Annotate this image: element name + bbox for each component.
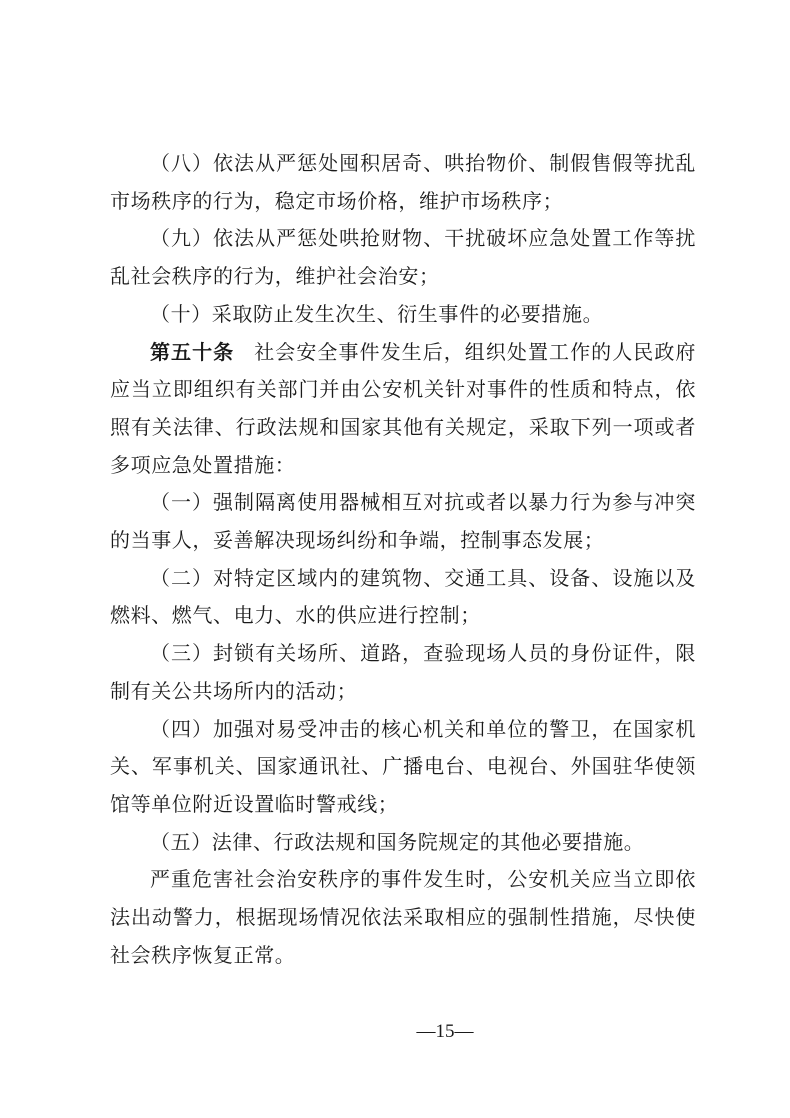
paragraph-measure-5: （五）法律、行政法规和国务院规定的其他必要措施。 [150, 829, 645, 854]
paragraph-measure-1: （一）强制隔离使用器械相互对抗或者以暴力行为参与冲突的当事人，妥善解决现场纠纷和争端，控制事态发展； [110, 490, 696, 553]
article-50-text: 社会安全事件发生后，组织处置工作的人民政府应当立即组织有关部门并由公安机关针对事件的性质和特点，依照有关法律、行政法规和国家其他有关规定，采取下列一项或者多项应急处置措施： [110, 339, 696, 477]
paragraph-item-9: （九）依法从严惩处哄抢财物、干扰破坏应急处置工作等扰乱社会秩序的行为，维护社会治安； [110, 226, 696, 289]
paragraph-measure-2: （二）对特定区域内的建筑物、交通工具、设备、设施以及燃料、燃气、电力、水的供应进行控制； [110, 565, 696, 628]
paragraph-measure-4: （四）加强对易受冲击的核心机关和单位的警卫，在国家机关、军事机关、国家通讯社、广播电台、电视台、外国驻华使领馆等单位附近设置临时警戒线； [110, 716, 696, 816]
paragraph-item-8: （八）依法从严惩处囤积居奇、哄抬物价、制假售假等扰乱市场秩序的行为，稳定市场价格，维护市场秩序； [110, 151, 696, 213]
paragraph-closing: 严重危害社会治安秩序的事件发生时，公安机关应当立即依法出动警力，根据现场情况依法采取相应的强制性措施，尽快使社会秩序恢复正常。 [110, 867, 696, 967]
article-50 [110, 334, 696, 485]
paragraph-measure-3: （三）封锁有关场所、道路，查验现场人员的身份证件，限制有关公共场所内的活动； [110, 641, 696, 703]
document-body [110, 145, 696, 974]
paragraph-item-10: （十）采取防止发生次生、衍生事件的必要措施。 [150, 301, 604, 326]
page-number: —15— [416, 1021, 474, 1042]
article-number: 第五十条 [150, 339, 235, 364]
